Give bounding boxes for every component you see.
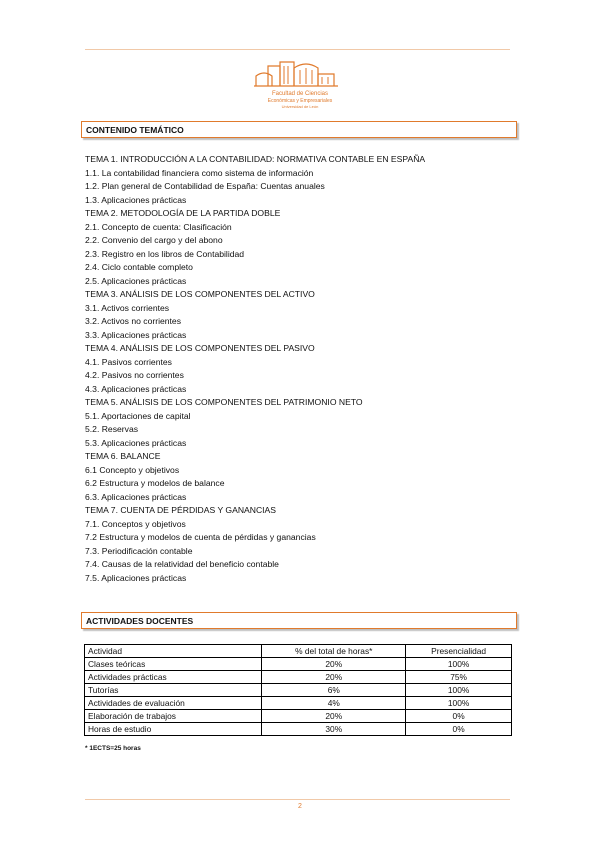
tema-subitem: 1.2. Plan general de Contabilidad de España: Cuentas anuales <box>85 181 325 191</box>
tema-subitem: 5.1. Aportaciones de capital <box>85 410 191 421</box>
cell-actividad: Elaboración de trabajos <box>85 710 262 723</box>
tema-subitem: 3.2. Activos no corrientes <box>85 316 182 326</box>
tema-subitem: 4.2. Pasivos no corrientes <box>85 370 184 380</box>
actividades-docentes-header: ACTIVIDADES DOCENTES <box>81 612 517 629</box>
tema-subitem: 6.3. Aplicaciones prácticas <box>85 491 187 502</box>
tema-subitem: 1.3. Aplicaciones prácticas <box>85 194 187 205</box>
table-row <box>85 697 512 710</box>
cell-presencialidad: 100% <box>406 658 512 671</box>
cell-actividad: Tutorías <box>85 684 262 697</box>
tema-subitem: 2.1. Concepto de cuenta: Clasificación <box>85 221 232 232</box>
faculty-logo <box>250 58 350 116</box>
table-row <box>85 710 512 723</box>
logo-line-1: Facultad de Ciencias <box>271 91 329 97</box>
logo-line-2: Económicas y Empresariales <box>267 98 333 104</box>
table-row <box>85 723 512 736</box>
tema-subitem: 4.3. Aplicaciones prácticas <box>85 383 187 394</box>
cell-actividad: Actividades de evaluación <box>85 697 262 710</box>
cell-presencialidad: 100% <box>406 697 512 710</box>
tema-subitem: 7.1. Conceptos y objetivos <box>85 518 186 529</box>
tema-subitem: 7.3. Periodificación contable <box>85 545 193 556</box>
tema-subitem: 3.1. Activos corrientes <box>85 302 170 313</box>
tema-subitem: 5.2. Reservas <box>85 424 139 434</box>
tema-subitem: 6.2 Estructura y modelos de balance <box>85 478 225 488</box>
cell-horas: 20% <box>262 710 406 723</box>
tema-subitem: 1.1. La contabilidad financiera como sistema de información <box>85 167 314 178</box>
tema-subitem: 2.3. Registro en los libros de Contabilidad <box>85 248 245 259</box>
tema-heading: TEMA 1. INTRODUCCIÓN A LA CONTABILIDAD: NORMATIVA CONTABLE EN ESPAÑA <box>85 154 426 164</box>
tema-heading: TEMA 6. BALANCE <box>85 451 161 461</box>
table-row <box>85 671 512 684</box>
cell-presencialidad: 75% <box>406 671 512 684</box>
cell-presencialidad: 0% <box>406 710 512 723</box>
temario-list <box>85 153 515 585</box>
logo-line-3: Universidad de León <box>281 104 319 109</box>
table-row <box>85 684 512 697</box>
cell-presencialidad: 0% <box>406 723 512 736</box>
table-header-row <box>85 645 512 658</box>
contenido-tematico-header: CONTENIDO TEMÁTICO <box>81 121 517 138</box>
column-header-horas: % del total de horas* <box>262 645 406 658</box>
ects-footnote: * 1ECTS=25 horas <box>85 745 141 752</box>
column-header-presencialidad: Presencialidad <box>406 645 512 658</box>
cell-horas: 20% <box>262 671 406 684</box>
table-row <box>85 658 512 671</box>
cell-presencialidad: 100% <box>406 684 512 697</box>
tema-subitem: 4.1. Pasivos corrientes <box>85 356 172 367</box>
cell-horas: 20% <box>262 658 406 671</box>
tema-heading: TEMA 3. ANÁLISIS DE LOS COMPONENTES DEL ACTIVO <box>85 289 315 299</box>
cell-actividad: Actividades prácticas <box>85 671 262 684</box>
tema-heading: TEMA 4. ANÁLISIS DE LOS COMPONENTES DEL PASIVO <box>85 343 315 353</box>
tema-heading: TEMA 7. CUENTA DE PÉRDIDAS Y GANANCIAS <box>85 505 277 515</box>
tema-subitem: 6.1 Concepto y objetivos <box>85 464 180 475</box>
tema-subitem: 7.5. Aplicaciones prácticas <box>85 572 187 583</box>
footer-rule <box>85 799 510 800</box>
tema-subitem: 7.2 Estructura y modelos de cuenta de pérdidas y ganancias <box>85 532 316 542</box>
tema-subitem: 7.4. Causas de la relatividad del beneficio contable <box>85 559 279 569</box>
tema-subitem: 2.4. Ciclo contable completo <box>85 262 193 272</box>
tema-heading: TEMA 5. ANÁLISIS DE LOS COMPONENTES DEL PATRIMONIO NETO <box>85 397 363 407</box>
page-number: 2 <box>298 803 302 810</box>
tema-subitem: 3.3. Aplicaciones prácticas <box>85 329 187 340</box>
cell-horas: 6% <box>262 684 406 697</box>
cell-actividad: Clases teóricas <box>85 658 262 671</box>
tema-subitem: 2.2. Convenio del cargo y del abono <box>85 235 223 245</box>
column-header-actividad: Actividad <box>85 645 262 658</box>
header-rule <box>85 49 510 50</box>
activities-table <box>84 644 512 736</box>
cell-horas: 30% <box>262 723 406 736</box>
tema-heading: TEMA 2. METODOLOGÍA DE LA PARTIDA DOBLE <box>85 208 281 218</box>
tema-subitem: 2.5. Aplicaciones prácticas <box>85 275 187 286</box>
cell-actividad: Horas de estudio <box>85 723 262 736</box>
cell-horas: 4% <box>262 697 406 710</box>
tema-subitem: 5.3. Aplicaciones prácticas <box>85 437 187 448</box>
